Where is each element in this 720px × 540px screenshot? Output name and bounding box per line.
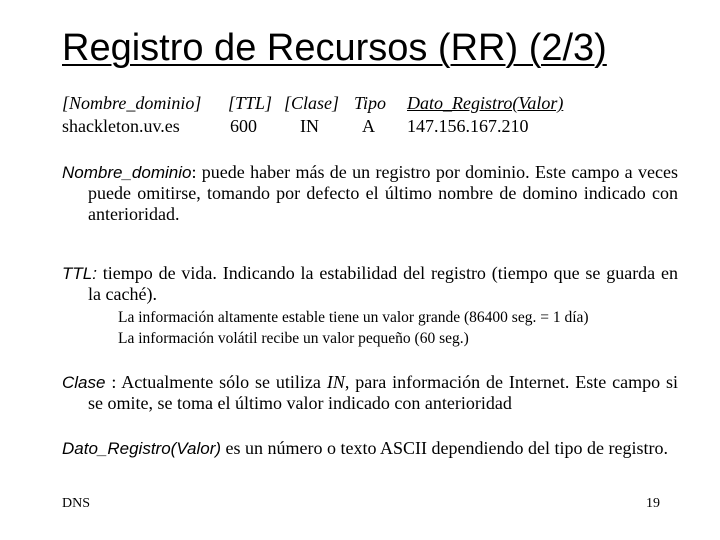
ttl-paragraph: [62, 263, 678, 305]
rr-example-nombre: shackleton.uv.es: [62, 116, 180, 136]
ttl-text: tiempo de vida. Indicando la estabilidad del registro (tiempo que se guarda en la caché).: [88, 263, 678, 304]
rr-header-clase: [Clase]: [284, 93, 340, 113]
rr-header-dato: Dato_Registro(Valor): [407, 93, 564, 113]
ttl-term: TTL:: [62, 264, 97, 283]
footer-label: DNS: [62, 496, 91, 511]
slide-title: Registro de Recursos (RR) (2/3): [62, 27, 607, 69]
rr-example-dato: 147.156.167.210: [407, 116, 529, 136]
nombre-dominio-paragraph: [62, 162, 678, 225]
clase-in-term: IN: [326, 372, 345, 392]
clase-term: Clase: [62, 373, 106, 392]
rr-example-clase: IN: [300, 116, 319, 136]
rr-example-tipo: A: [362, 116, 375, 136]
ttl-sub-item-stable: La información altamente estable tiene un valor grande (86400 seg. = 1 día): [118, 309, 589, 326]
page-number: 19: [646, 496, 660, 511]
clase-paragraph: [62, 372, 678, 414]
rr-header-nombre: [Nombre_dominio]: [62, 93, 202, 113]
dato-registro-paragraph: [62, 438, 678, 459]
rr-example-ttl: 600: [230, 116, 257, 136]
clase-text-after: , para información de Internet. Este campo si se omite, se toma el último valor indicado con anterioridad: [88, 372, 678, 413]
nombre-dominio-text: : puede haber más de un registro por dominio. Este campo a veces puede omitirse, tomando por defecto el último nombre de domino indicado con anterioridad.: [88, 162, 678, 224]
dato-registro-term: Dato_Registro(Valor): [62, 439, 222, 458]
ttl-sub-item-volatile: La información volátil recibe un valor pequeño (60 seg.): [118, 330, 469, 347]
clase-text-before: : Actualmente sólo se utiliza: [105, 372, 327, 392]
nombre-dominio-term: Nombre_dominio: [62, 163, 192, 182]
rr-header-ttl: [TTL]: [228, 93, 273, 113]
dato-registro-text: es un número o texto ASCII dependiendo del tipo de registro.: [221, 438, 668, 458]
rr-header-tipo: Tipo: [354, 93, 387, 113]
